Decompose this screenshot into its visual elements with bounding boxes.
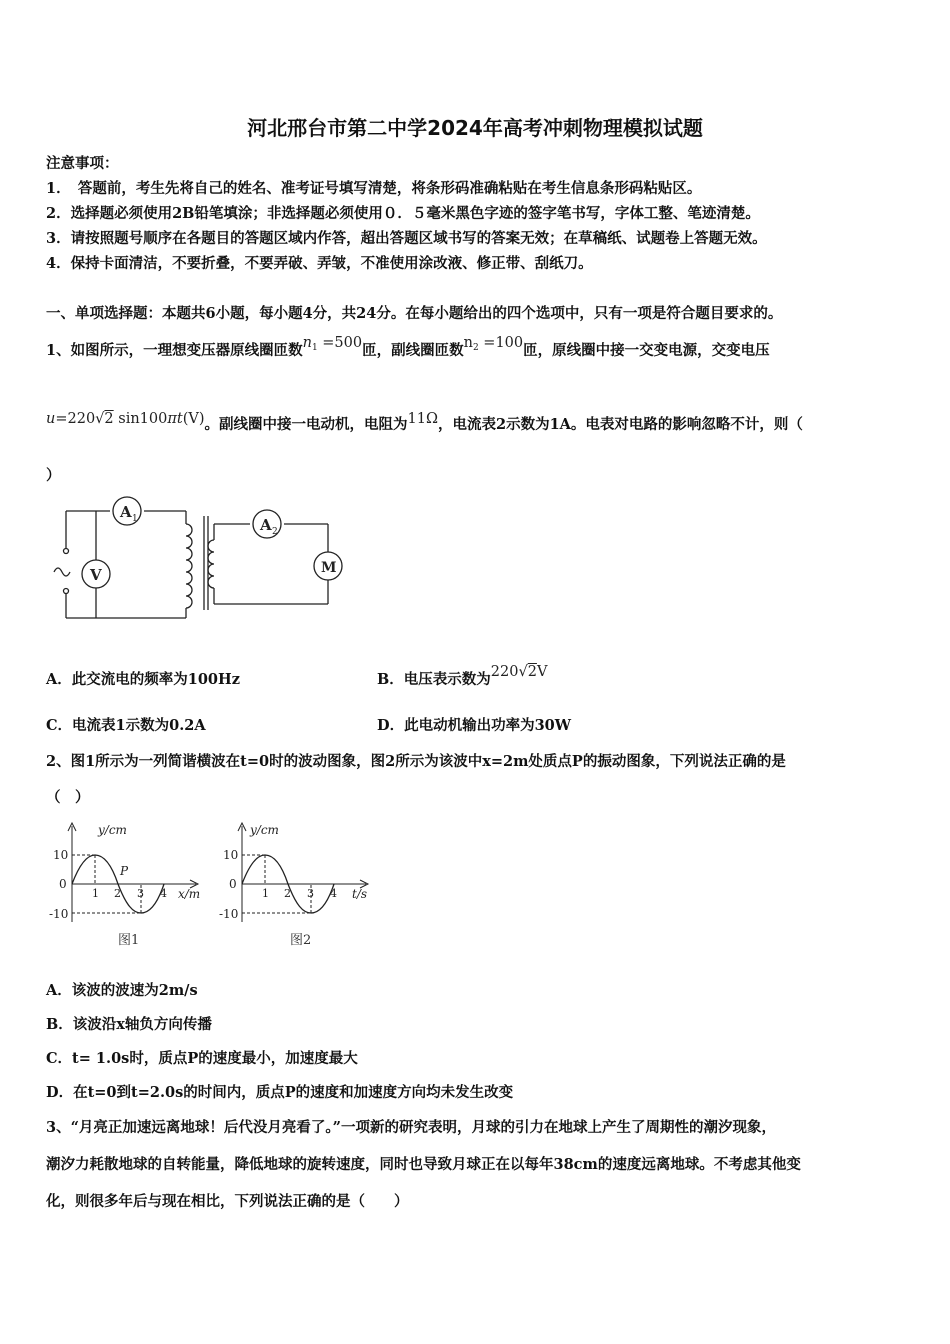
fig2-y-label: y/cm [250,823,279,837]
q2-option-d[interactable]: D．在t=0到t=2.0s的时间内，质点P的速度和加速度方向均未发生改变 [46,1084,514,1101]
q1-option-b-root: 2 [527,664,537,680]
q1-option-b-text: B．电压表示数为 [377,671,491,688]
fig1-x-label: x/m [178,887,201,901]
q1-close-paren: ） [46,467,61,484]
q1-u-pi: πt [167,411,183,427]
fig1-y-tick-zero: 0 [59,877,67,891]
q2-paren: （ ） [46,789,90,806]
fig2-y-tick-bottom: -10 [219,907,239,921]
notice-item-1: 1． 答题前，考生先将自己的姓名、准考证号填写清楚，将条形码准确粘贴在考生信息条形码粘贴区。 [46,180,702,197]
q1-voltage-formula [46,411,205,427]
q1-n2-sub: 2 [472,343,479,353]
fig1-caption: 图1 [118,933,140,948]
q3-stem-line3: 化，则很多年后与现在相比，下列说法正确的是（ ） [46,1193,409,1210]
page-title: 河北邢台市第二中学2024年高考冲刺物理模拟试题 [247,116,703,140]
q1-resistance: 11Ω [407,411,438,427]
fig2-x-tick-2: 2 [284,887,291,900]
voltmeter-label: V [90,566,102,584]
q1-option-c[interactable]: C．电流表1示数为0.2A [46,717,206,734]
q1-option-b[interactable] [377,664,548,689]
q1-n2-formula [464,335,524,351]
q1-stem-part4: 。副线圈中接一电动机，电阻为 [204,416,408,433]
q1-n1-sub: 1 [311,343,318,353]
q3-stem-line1: 3、“月亮正加速远离地球！后代没月亮看了。”一项新的研究表明，月球的引力在地球上产生了周期性的潮汐现象， [46,1119,777,1136]
vibration-graph-fig2 [216,818,376,953]
ammeter-1-sub: 1 [132,514,138,524]
fig2-caption: 图2 [290,933,312,948]
q1-u-unit: (V) [182,411,205,427]
q1-stem-line1 [46,335,770,361]
q1-stem-part1: 1、如图所示，一理想变压器原线圈匝数 [46,342,303,359]
q1-u-amp: =220 [55,411,96,427]
fig2-y-tick-zero: 0 [229,877,237,891]
q1-u-sym: u [46,411,56,427]
fig2-y-tick-top: 10 [223,848,239,862]
q3-stem-line2: 潮汐力耗散地球的自转能量，降低地球的旋转速度，同时也导致月球正在以每年38cm的速度远离地球。不考虑其他变 [46,1156,801,1173]
sqrt-icon: √ [518,664,528,680]
q1-n2-sym: n [463,335,473,351]
transformer-circuit-diagram [46,490,356,625]
q1-n1-formula [303,335,363,351]
fig2-x-label: t/s [352,887,368,901]
q2-option-b[interactable]: B．该波沿x轴负方向传播 [46,1016,212,1033]
notice-item-2: 2．选择题必须使用2B铅笔填涂；非选择题必须使用０．５毫米黑色字迹的签字笔书写，字体工整、笔迹清楚。 [46,205,760,222]
q1-u-root: 2 [104,411,114,427]
wave-graph-fig1 [46,818,206,953]
q1-stem-part5: ，电流表2示数为1A。电表对电路的影响忽略不计，则（ [438,416,803,433]
q2-stem: 2、图1所示为一列简谐横波在t=0时的波动图象，图2所示为该波中x=2m处质点P的振动图象，下列说法正确的是 [46,753,786,770]
section-heading: 一、单项选择题：本题共6小题，每小题4分，共24分。在每小题给出的四个选项中，只有一项是符合题目要求的。 [46,305,783,322]
q2-option-c[interactable]: C．t= 1.0s时，质点P的速度最小，加速度最大 [46,1050,358,1067]
notice-item-3: 3．请按照题号顺序在各题目的答题区域内作答，超出答题区域书写的答案无效；在草稿纸、试题卷上答题无效。 [46,230,767,247]
fig2-x-tick-3: 3 [307,887,314,900]
q1-option-a[interactable]: A．此交流电的频率为100Hz [46,671,240,688]
fig1-x-tick-2: 2 [114,887,121,900]
q1-n1-val: =500 [322,335,363,351]
fig2-x-tick-1: 1 [262,887,269,900]
fig1-point-p: P [120,864,129,878]
q1-option-b-val: 220 [490,664,519,680]
fig1-x-tick-4: 4 [160,887,167,900]
q1-n1-sym: n [302,335,312,351]
q1-option-b-unit: V [536,664,548,680]
q1-option-d[interactable]: D．此电动机输出功率为30W [377,717,572,734]
notice-item-4: 4．保持卡面清洁，不要折叠，不要弄破、弄皱，不准使用涂改液、修正带、刮纸刀。 [46,255,593,272]
q1-n2-val: =100 [483,335,524,351]
q1-stem-part3: 匝，原线圈中接一交变电源，交变电压 [523,342,770,359]
fig1-x-tick-3: 3 [137,887,144,900]
q1-stem-part2: 匝，副线圈匝数 [362,342,464,359]
q1-option-b-formula [491,664,548,680]
notice-heading: 注意事项： [46,155,119,172]
fig1-y-label: y/cm [98,823,127,837]
ammeter-2-sub: 2 [272,527,278,537]
fig1-x-tick-1: 1 [92,887,99,900]
q1-u-sin: sin100 [118,411,168,427]
q2-option-a[interactable]: A．该波的波速为2m/s [46,982,198,999]
ammeter-1-label: A [120,503,132,521]
fig2-x-tick-4: 4 [330,887,337,900]
fig1-y-tick-bottom: -10 [49,907,69,921]
ammeter-2-label: A [260,516,272,534]
sqrt-icon: √ [95,411,105,427]
q1-stem-line2 [46,413,803,434]
motor-label: M [321,560,337,576]
fig1-y-tick-top: 10 [53,848,69,862]
